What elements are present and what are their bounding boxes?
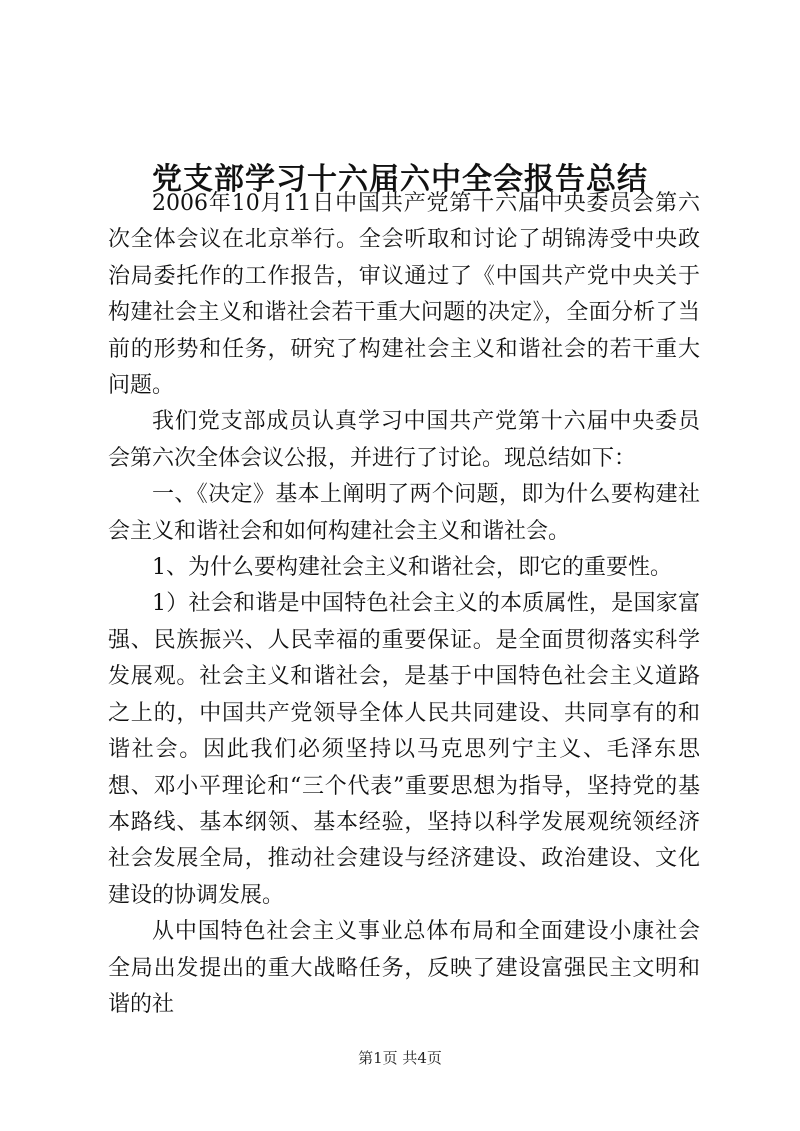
paragraph-4: 1、为什么要构建社会主义和谐社会，即它的重要性。 — [152, 555, 672, 581]
paragraph-5: 1）社会和谐是中国特色社会主义的本质属性，是国家富强、民族振兴、人民幸福的重要保证。是全面贯彻落实科学发展观。社会主义和谐社会，是基于中国特色社会主义道路之上的，中国共产党领导全体人民共同建设、共同享有的和谐社会。因此我们必须坚持以马克思列宁主义、毛泽东思想、邓小平理论和“三个代表”重要思想为指导，坚持党的基本路线、基本纲领、基本经验，坚持以科学发展观统领经济社会发展全局，推动社会建设与经济建设、政治建设、文化建设的协调发展。 — [108, 591, 700, 908]
paragraph-2: 我们党支部成员认真学习中国共产党第十六届中央委员会第六次全体会议公报，并进行了讨论。现总结如下： — [108, 409, 700, 471]
page-footer: 第1页 共4页 — [358, 1049, 442, 1067]
paragraph-6: 从中国特色社会主义事业总体布局和全面建设小康社会全局出发提出的重大战略任务，反映了建设富强民主文明和谐的社 — [108, 919, 700, 1017]
paragraph-3: 一、《决定》基本上阐明了两个问题，即为什么要构建社会主义和谐社会和如何构建社会主义和谐社会。 — [108, 482, 700, 544]
document-body — [108, 186, 700, 1023]
paragraph-1: 2006年10月11日中国共产党第十六届中央委员会第六次全体会议在北京举行。全会听取和讨论了胡锦涛受中央政治局委托作的工作报告，审议通过了《中国共产党中央关于构建社会主义和谐社会若干重大问题的决定》，全面分析了当前的形势和任务，研究了构建社会主义和谐社会的若干重大问题。 — [108, 191, 700, 399]
document-title: 党支部学习十六届六中全会报告总结 — [152, 162, 648, 198]
